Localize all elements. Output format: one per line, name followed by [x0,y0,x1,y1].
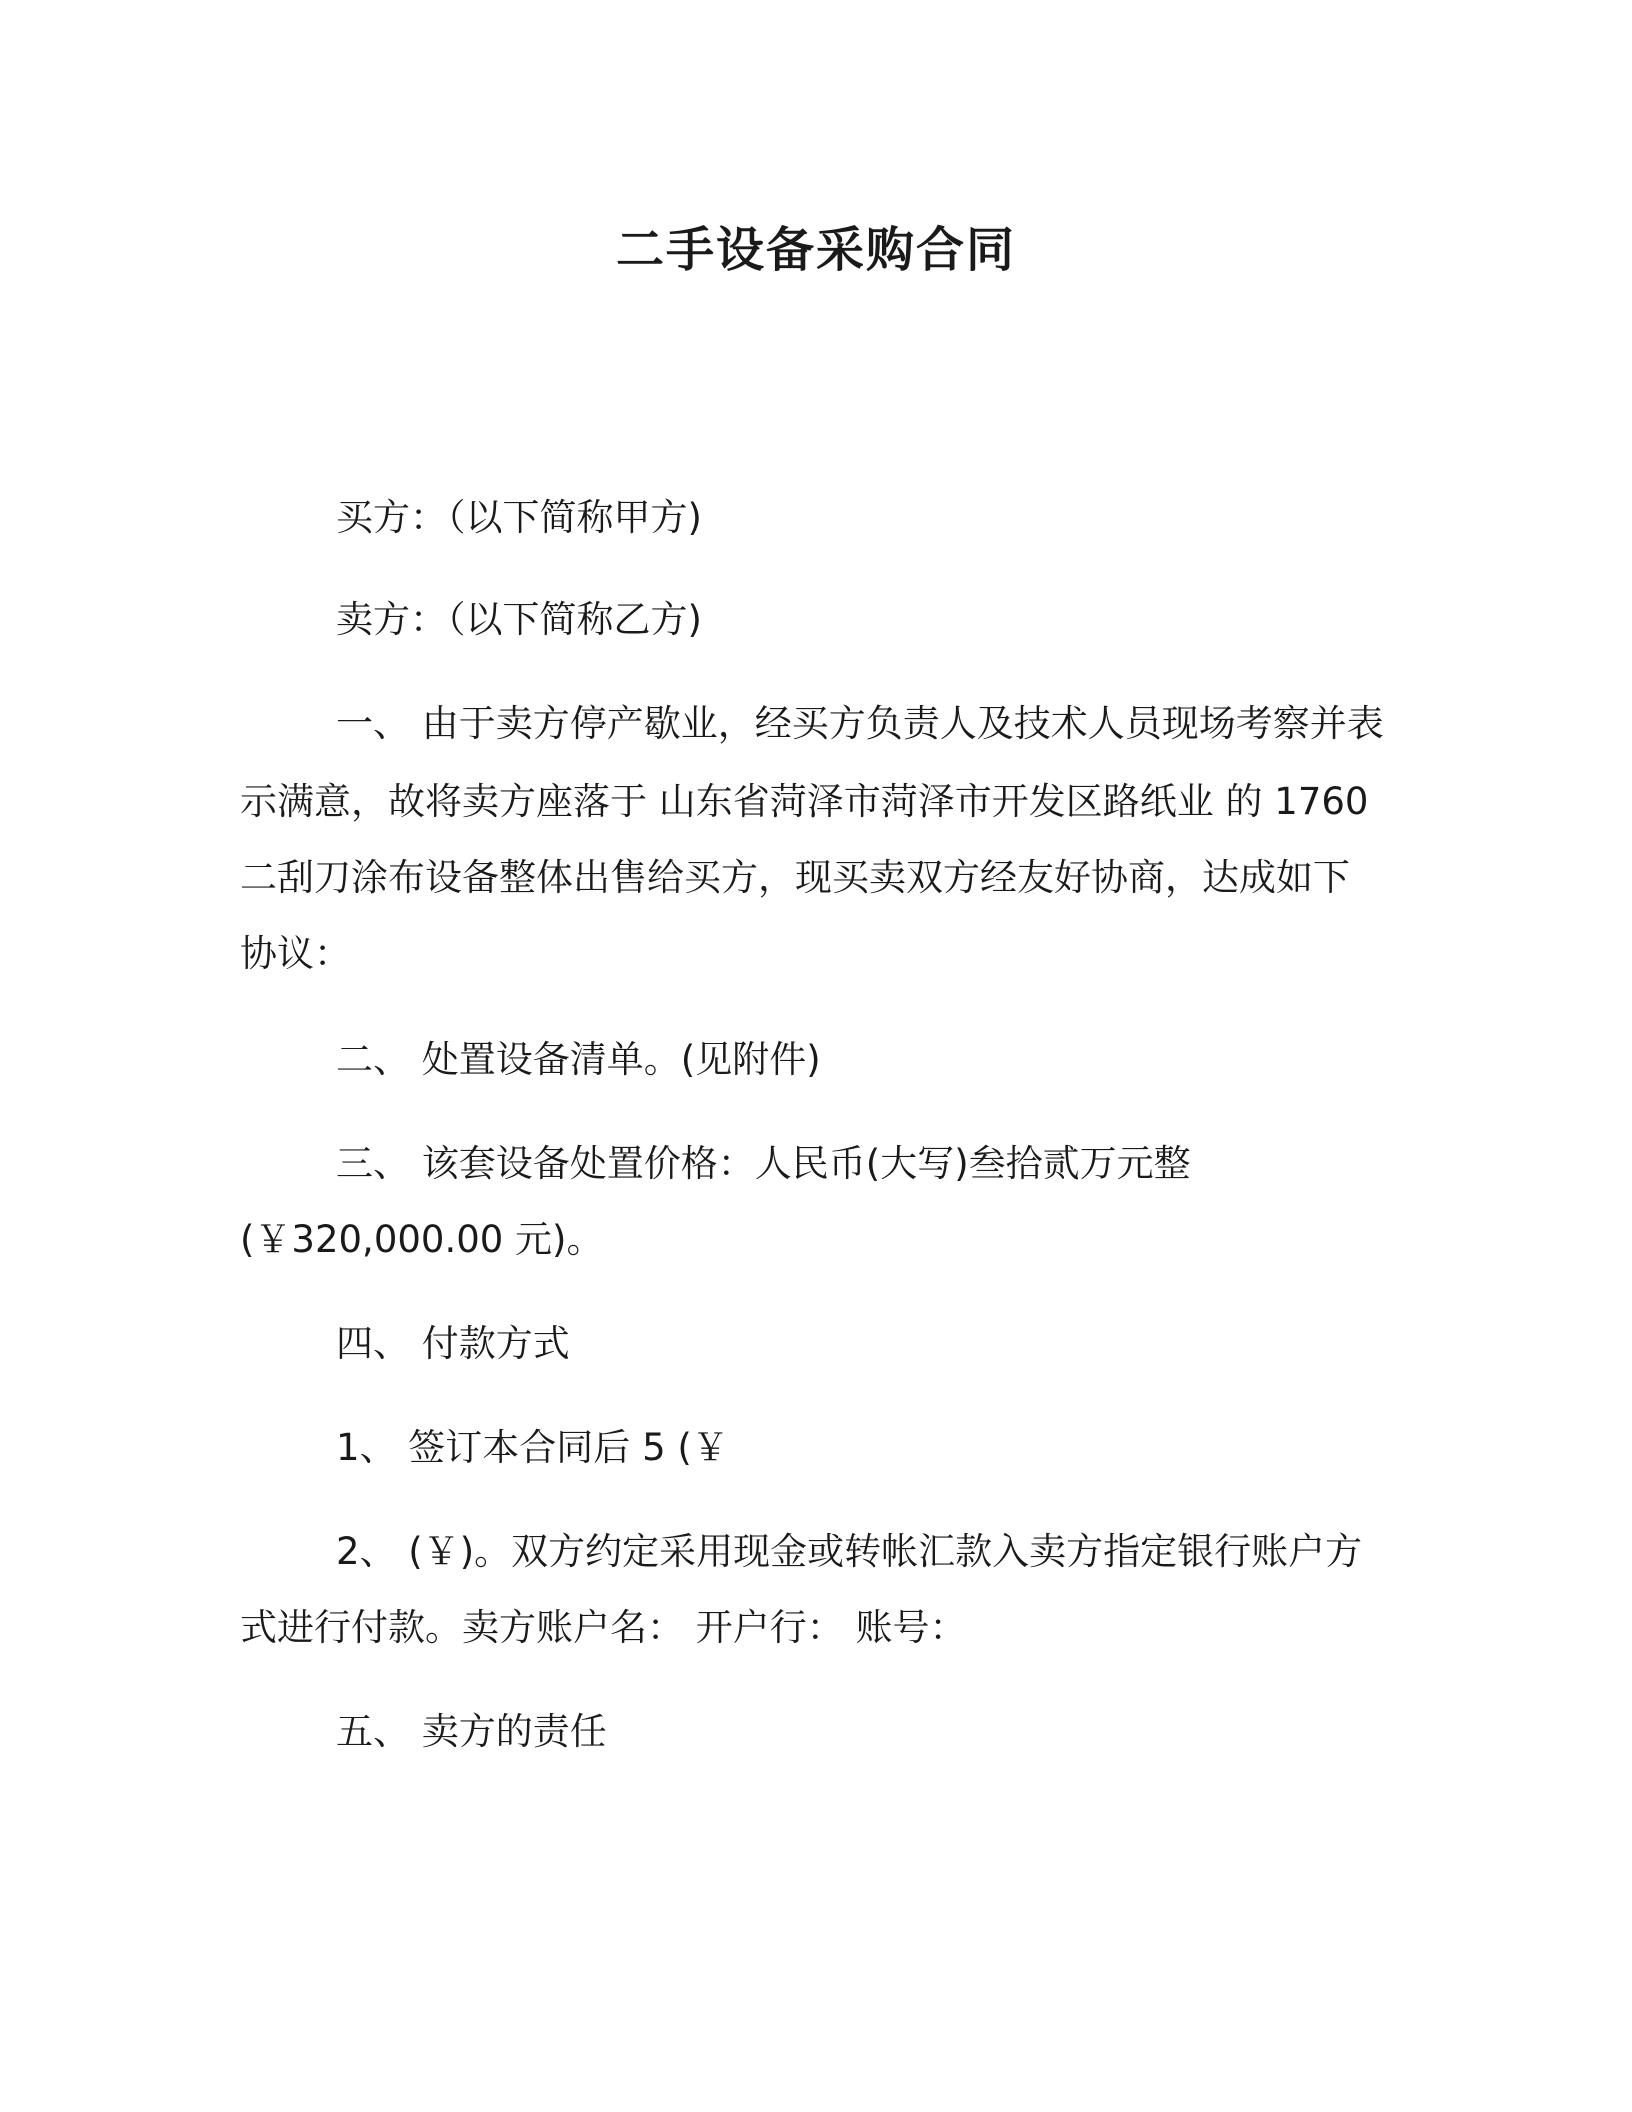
clause-3-line-2: (￥320,000.00 元)。 [240,1218,604,1261]
clause-4-heading: 四、 付款方式 [336,1322,570,1365]
clause-4-item-2-line-1: 2、 (￥)。双方约定采用现金或转帐汇款入卖方指定银行账户方 [336,1530,1363,1573]
clause-1-line-4: 协议： [240,932,351,975]
seller-line: 卖方：（以下简称乙方) [336,598,702,641]
buyer-line: 买方：（以下简称甲方) [336,496,702,539]
document-title: 二手设备采购合同 [615,222,1016,278]
clause-2: 二、 处置设备清单。(见附件) [336,1038,821,1081]
clause-5-heading: 五、 卖方的责任 [336,1710,607,1753]
clause-1-line-2: 示满意，故将卖方座落于 山东省菏泽市菏泽市开发区路纸业 的 1760 [240,780,1369,823]
clause-3-line-1: 三、 该套设备处置价格：人民币(大写)叁拾贰万元整 [336,1142,1191,1185]
clause-4-item-1: 1、 签订本合同后 5 (￥ [336,1426,729,1469]
clause-4-item-2-line-2: 式进行付款。卖方账户名： 开户行： 账号： [240,1606,967,1649]
clause-1-line-1: 一、 由于卖方停产歇业，经买方负责人及技术人员现场考察并表 [336,702,1384,745]
clause-1-line-3: 二刮刀涂布设备整体出售给买方，现买卖双方经友好协商，达成如下 [240,856,1350,899]
